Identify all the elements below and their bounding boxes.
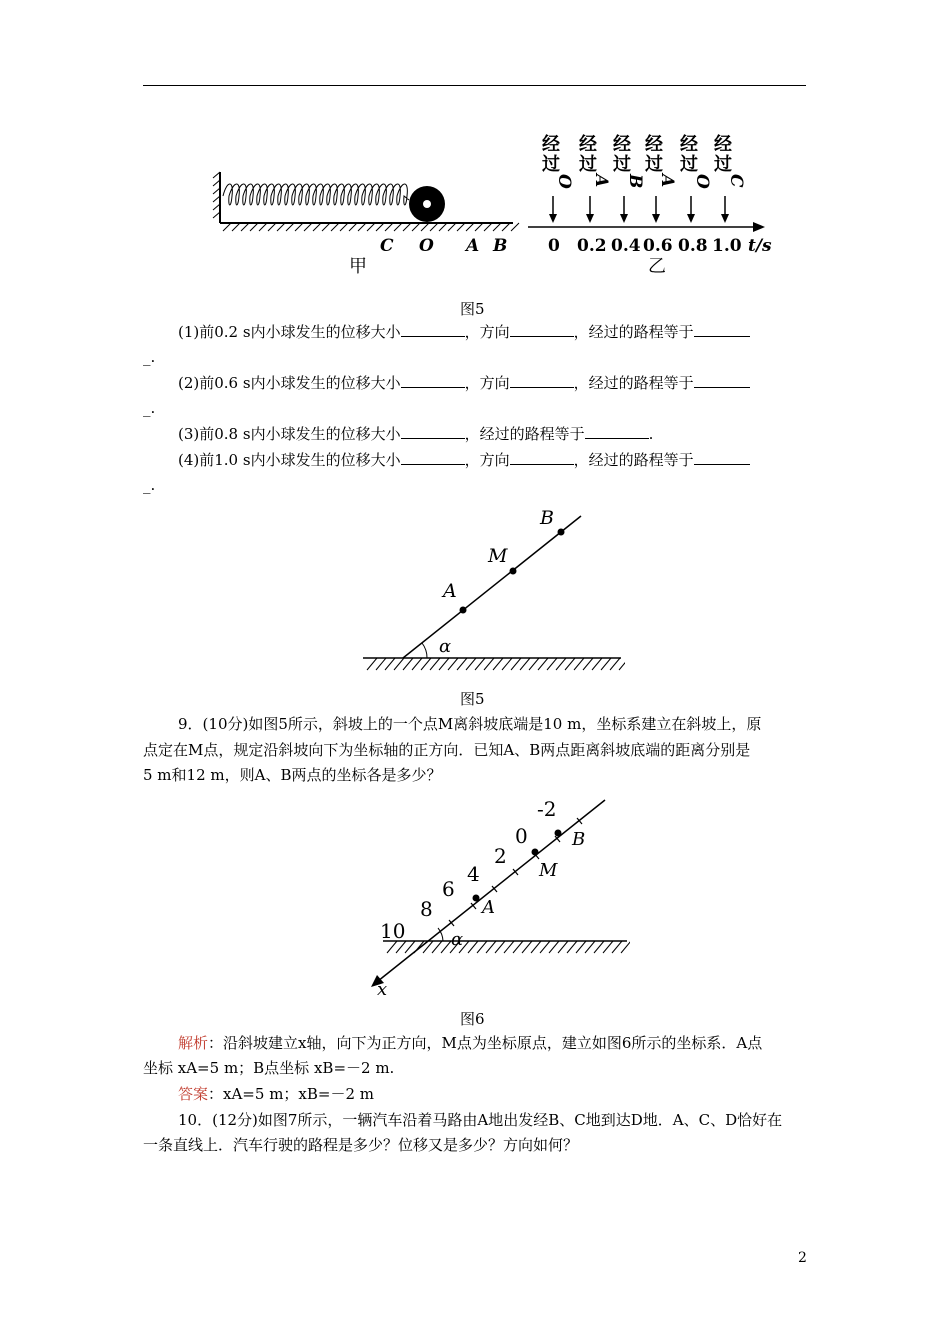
tick-label-5: 8	[420, 897, 433, 921]
blank-1c[interactable]	[694, 322, 750, 337]
axis-label-t: t/s	[748, 236, 772, 256]
wrap-tail-4: _.	[143, 476, 156, 494]
timeline-point-3: A	[657, 174, 677, 188]
solution-line2: 坐标 xA=5 m；B点坐标 xB=－2 m.	[143, 1059, 395, 1077]
label-B: B	[493, 236, 508, 256]
wrap-tail-2: _.	[143, 399, 156, 417]
problem-9-line3: 5 m和12 m，则A、B两点的坐标各是多少？	[143, 766, 442, 784]
timeline-top-5: 经	[714, 134, 732, 155]
angle-alpha: α	[439, 636, 452, 657]
question-2: (2)前0.6 s内小球发生的位移大小 ，方向 ，经过的路程等于	[143, 373, 841, 393]
timeline-point-0: O	[554, 174, 574, 189]
point-B: B	[540, 507, 554, 529]
tick-label-6: 10	[380, 919, 406, 943]
axis-x: x	[377, 979, 388, 1000]
timeline-t-2: 0.4	[611, 236, 641, 256]
timeline-top-0: 经	[542, 134, 560, 155]
timeline-t-0: 0	[548, 236, 560, 256]
blank-2b[interactable]	[510, 373, 574, 388]
blank-3b[interactable]	[585, 424, 649, 439]
blank-1b[interactable]	[510, 322, 574, 337]
solution-line1: 解析：沿斜坡建立x轴，向下为正方向，M点为坐标原点，建立如图6所示的坐标系．A点	[178, 1034, 763, 1052]
blank-1a[interactable]	[401, 322, 465, 337]
tick-label-3: 4	[467, 862, 480, 886]
tick-label-0: -2	[537, 797, 557, 821]
timeline-point-1: A	[591, 174, 611, 188]
label-O: O	[419, 236, 434, 256]
label-C: C	[380, 236, 394, 256]
svg-text:过: 过	[714, 154, 732, 175]
problem-9-line2: 点定在M点，规定沿斜坡向下为坐标轴的正方向．已知A、B两点距离斜坡底端的距离分别是	[143, 741, 751, 759]
wrap-tail-1: _.	[143, 348, 156, 366]
f6-point-M: M	[539, 860, 558, 881]
tick-label-4: 6	[442, 877, 455, 901]
timeline-t-3: 0.6	[643, 236, 673, 256]
f6-point-B: B	[572, 829, 586, 850]
blank-2c[interactable]	[694, 373, 750, 388]
figure-6-coordinate-slope	[365, 795, 630, 1000]
figure-5b-caption: 图5	[460, 690, 485, 708]
question-3: (3)前0.8 s内小球发生的位移大小 ，经过的路程等于 .	[178, 425, 654, 443]
label-A: A	[466, 236, 480, 256]
answer-label: 答案	[178, 1085, 209, 1103]
svg-text:过: 过	[613, 154, 631, 175]
timeline-top-4: 经	[680, 134, 698, 155]
blank-3a[interactable]	[401, 424, 465, 439]
point-A: A	[443, 580, 457, 602]
blank-2a[interactable]	[401, 373, 465, 388]
figure-5-spring-timeline	[143, 120, 806, 285]
timeline-t-4: 0.8	[678, 236, 708, 256]
figure-6-caption: 图6	[460, 1010, 485, 1028]
timeline-point-4: O	[692, 174, 712, 189]
problem-10-line2: 一条直线上．汽车行驶的路程是多少？位移又是多少？方向如何？	[143, 1136, 579, 1154]
question-1: (1)前0.2 s内小球发生的位移大小 ，方向 ，经过的路程等于	[143, 322, 841, 342]
blank-4b[interactable]	[510, 450, 574, 465]
svg-text:过: 过	[680, 154, 698, 175]
header-rule	[143, 85, 806, 86]
timeline-t-1: 0.2	[577, 236, 607, 256]
figure-5-caption: 图5	[460, 300, 485, 318]
question-4: (4)前1.0 s内小球发生的位移大小 ，方向 ，经过的路程等于	[143, 450, 841, 470]
problem-9-line1: 9．(10分)如图5所示，斜坡上的一个点M离斜坡底端是10 m，坐标系建立在斜坡上，原	[178, 715, 762, 733]
blank-4c[interactable]	[694, 450, 750, 465]
svg-text:过: 过	[645, 154, 663, 175]
svg-text:过: 过	[579, 154, 597, 175]
timeline-t-5: 1.0	[712, 236, 742, 256]
angle-alpha-6: α	[451, 929, 464, 950]
svg-text:过: 过	[542, 154, 560, 175]
page-number: 2	[798, 1250, 807, 1266]
f6-point-A: A	[482, 897, 495, 918]
solution-label: 解析	[178, 1034, 209, 1052]
timeline-point-2: B	[625, 174, 645, 189]
caption-yi: 乙	[648, 256, 666, 277]
problem-10-line1: 10．(12分)如图7所示，一辆汽车沿着马路由A地出发经B、C地到达D地．A、C、D恰好在	[178, 1111, 783, 1129]
blank-4a[interactable]	[401, 450, 465, 465]
answer-line: 答案：xA=5 m；xB=－2 m	[178, 1085, 374, 1103]
timeline-top-3: 经	[645, 134, 663, 155]
timeline-top-1: 经	[579, 134, 597, 155]
tick-label-1: 0	[515, 824, 528, 848]
tick-label-2: 2	[494, 844, 507, 868]
timeline-top-2: 经	[613, 134, 631, 155]
figure-5-slope	[355, 500, 625, 690]
timeline-point-5: C	[726, 174, 746, 188]
point-M: M	[488, 545, 508, 567]
caption-jia: 甲	[349, 256, 367, 277]
